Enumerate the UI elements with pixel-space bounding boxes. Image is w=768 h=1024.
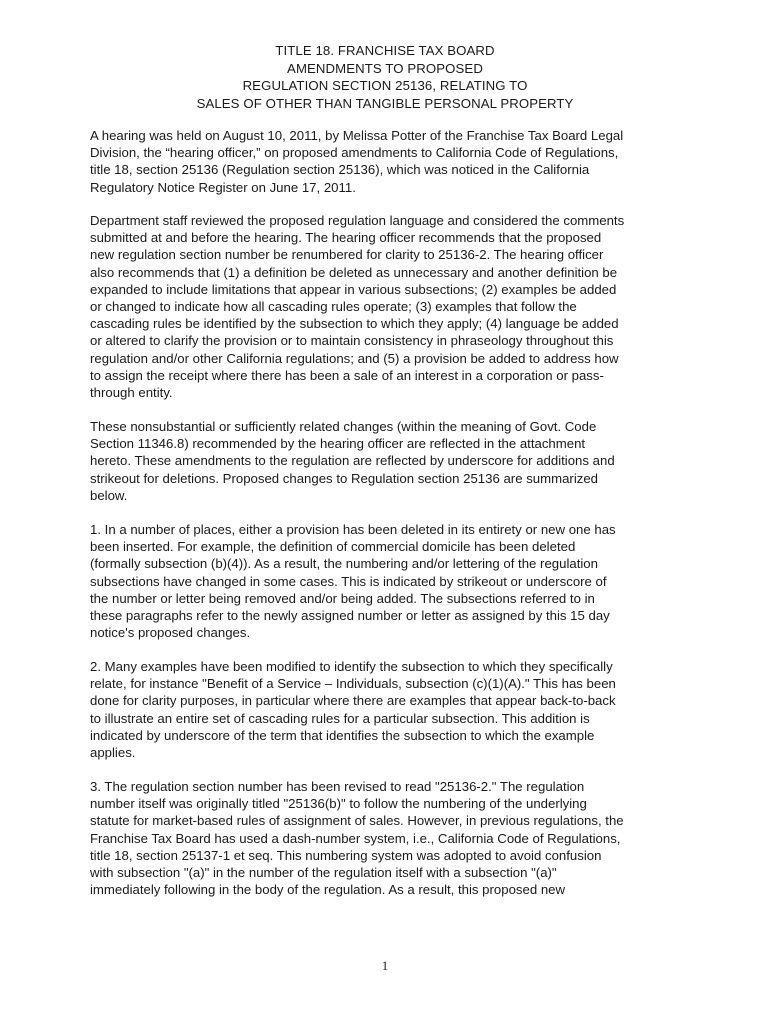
text-line: Department staff reviewed the proposed regulation language and considered the comments xyxy=(90,213,625,228)
text-line: submitted at and before the hearing. The hearing officer recommends that the proposed xyxy=(90,230,602,246)
text-line: number itself was originally titled "25136(b)" to follow the numbering of the underlying xyxy=(90,796,587,812)
title-line: TITLE 18. FRANCHISE TAX BOARD xyxy=(275,43,495,58)
paragraph-hearing xyxy=(90,127,623,196)
text-line: title 18, section 25136 (Regulation section 25136), which was noticed in the California xyxy=(90,162,590,178)
paragraph-item-1 xyxy=(90,521,616,641)
text-line: title 18, section 25137-1 et seq. This numbering system was adopted to avoid confusion xyxy=(90,847,602,863)
text-line: hereto. These amendments to the regulation are reflected by underscore for additions and xyxy=(90,453,615,469)
text-line: 3. The regulation section number has been revised to read "25136-2." The regulation xyxy=(90,779,585,794)
text-line: immediately following in the body of the regulation. As a result, this proposed new xyxy=(90,882,566,898)
text-line: to illustrate an entire set of cascading rules for a particular subsection. This addition is xyxy=(90,710,590,726)
text-line: or altered to clarify the provision or to maintain consistency in phraseology throughout this xyxy=(90,333,614,349)
text-line: (formally subsection (b)(4)). As a result, the numbering and/or lettering of the regulation xyxy=(90,556,598,572)
text-line: these paragraphs refer to the newly assigned number or letter as assigned by this 15 day xyxy=(90,608,610,624)
document-page xyxy=(90,40,680,1024)
text-line: strikeout for deletions. Proposed changes to Regulation section 25136 are summarized xyxy=(90,470,599,486)
text-line: through entity. xyxy=(90,385,173,401)
text-line: relate, for instance "Benefit of a Service – Individuals, subsection (c)(1)(A)." This has been xyxy=(90,676,616,692)
paragraph-nonsubstantial-changes xyxy=(90,418,615,504)
title-line: REGULATION SECTION 25136, RELATING TO xyxy=(242,78,528,93)
document-title xyxy=(90,42,680,112)
text-line: These nonsubstantial or sufficiently related changes (within the meaning of Govt. Code xyxy=(90,419,597,434)
text-line: statute for market-based rules of assignment of sales. However, in previous regulations, the xyxy=(90,813,624,829)
text-line: done for clarity purposes, in particular where there are examples that appear back-to-back xyxy=(90,693,616,709)
paragraph-item-3 xyxy=(90,778,624,898)
text-line: Division, the “hearing officer,” on proposed amendments to California Code of Regulations, xyxy=(90,145,619,161)
text-line: A hearing was held on August 10, 2011, by Melissa Potter of the Franchise Tax Board Legal xyxy=(90,128,624,143)
text-line: subsections have changed in some cases. This is indicated by strikeout or underscore of xyxy=(90,573,607,589)
text-line: cascading rules be identified by the subsection to which they apply; (4) language be added xyxy=(90,316,619,332)
text-line: 2. Many examples have been modified to identify the subsection to which they specifically xyxy=(90,659,613,674)
text-line: to assign the receipt where there has been a sale of an interest in a corporation or pass- xyxy=(90,367,604,383)
text-line: or changed to indicate how all cascading rules operate; (3) examples that follow the xyxy=(90,299,577,315)
text-line: Section 11346.8) recommended by the hearing officer are reflected in the attachment xyxy=(90,436,586,452)
title-line: AMENDMENTS TO PROPOSED xyxy=(287,60,483,76)
text-line: notice's proposed changes. xyxy=(90,625,251,641)
text-line: indicated by underscore of the term that identifies the subsection to which the example xyxy=(90,727,595,743)
text-line: the number or letter being removed and/or being added. The subsections referred to in xyxy=(90,590,595,606)
title-line: SALES OF OTHER THAN TANGIBLE PERSONAL PROPERTY xyxy=(196,95,574,111)
page-number: 1 xyxy=(381,958,389,973)
paragraph-item-2 xyxy=(90,658,616,761)
text-line: Franchise Tax Board has used a dash-number system, i.e., California Code of Regulations, xyxy=(90,830,621,846)
paragraph-staff-review xyxy=(90,212,624,401)
text-line: been inserted. For example, the definition of commercial domicile has been deleted xyxy=(90,539,576,555)
text-line: with subsection "(a)" in the number of the regulation itself with a subsection "(a)" xyxy=(90,865,557,881)
text-line: below. xyxy=(90,487,128,503)
text-line: 1. In a number of places, either a provision has been deleted in its entirety or new one has xyxy=(90,522,616,537)
text-line: Regulatory Notice Register on June 17, 2011. xyxy=(90,179,356,195)
text-line: applies. xyxy=(90,745,136,761)
text-line: also recommends that (1) a definition be deleted as unnecessary and another definition be xyxy=(90,264,618,280)
text-line: new regulation section number be renumbered for clarity to 25136-2. The hearing officer xyxy=(90,247,604,263)
text-line: regulation and/or other California regulations; and (5) a provision be added to address how xyxy=(90,350,619,366)
text-line: expanded to include limitations that appear in various subsections; (2) examples be added xyxy=(90,281,617,297)
